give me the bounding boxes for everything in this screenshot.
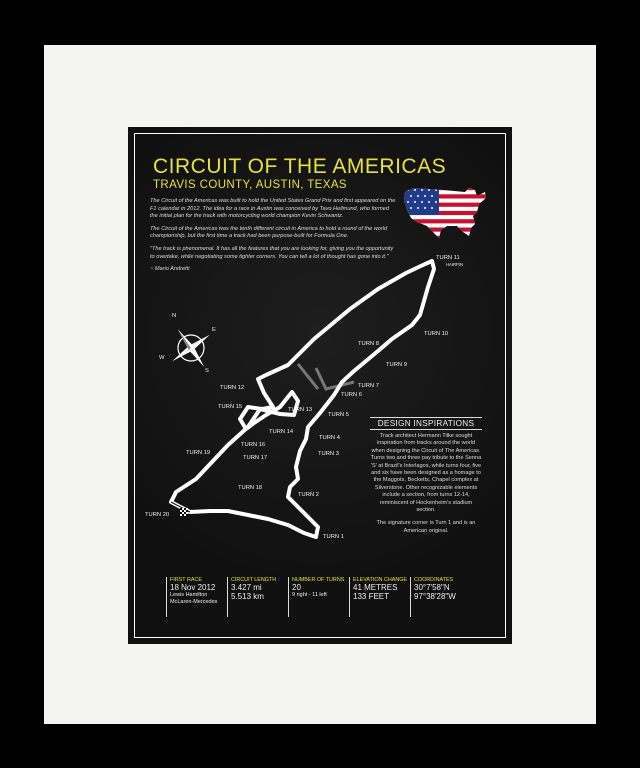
- compass-e-label: E: [212, 327, 216, 333]
- design-paragraph: The signature corner is Turn 1 and is an American original.: [376, 520, 476, 534]
- turn-label: TURN 2: [298, 492, 319, 498]
- stat-number-of-turns: [288, 577, 349, 617]
- stat-value: 5.513 km: [231, 592, 264, 601]
- compass-w-label: W: [159, 355, 165, 361]
- stat-detail: McLaren-Mercedes: [170, 599, 218, 605]
- turn-label: TURN 16: [241, 442, 266, 448]
- turn-label: TURN 18: [238, 485, 263, 491]
- turn-label: TURN 11: [436, 255, 460, 261]
- checkered-flag-icon: [180, 508, 188, 516]
- turn-label: TURN 9: [386, 362, 407, 368]
- stat-first-race: [166, 577, 227, 617]
- turn-label: TURN 15: [218, 404, 243, 410]
- stat-detail: Lewis Hamilton: [170, 592, 208, 598]
- stat-circuit-length: [227, 577, 288, 617]
- stat-value: 97°38'28"W: [414, 592, 456, 601]
- stat-elevation-change: [349, 577, 410, 617]
- intro-quote-author: ~ Mario Andretti: [150, 266, 190, 273]
- turn-label: TURN 7: [358, 383, 379, 389]
- turn-label: TURN 13: [288, 407, 313, 413]
- intro-paragraph: The Circuit of the Americas was the tenth different circuit in America to hold a round of the world championship, but the first time a track had been purpose-built for Formula One.: [150, 225, 388, 240]
- turn-label: TURN 14: [269, 429, 294, 435]
- stat-value: 18 Nov 2012: [170, 583, 216, 592]
- stat-detail: 9 right - 11 left: [292, 592, 327, 598]
- design-paragraph: Track architect Hermann Tilke sought inspiration from tracks around the world when designing the Circuit of The Americas. Turns two and three pay tribute to the Senna 'S' at Brazil's Interlagos, while turns four, five and six have been designed as a homage to the Maggots, Becketts, Chapel complex at Silverstone. Other recognizable elements include a section, from turns 12-14, reminiscent of Hockenheim's stadium section.: [370, 433, 482, 514]
- stat-value: 41 METRES: [353, 583, 398, 592]
- turn-label: TURN 4: [319, 435, 340, 441]
- design-inspirations-body: [370, 433, 482, 541]
- stat-heading: FIRST RACE: [170, 577, 202, 583]
- stat-coordinates: [410, 577, 474, 617]
- poster-title: CIRCUIT OF THE AMERICAS: [153, 155, 447, 178]
- stat-value: 20: [292, 583, 301, 592]
- turn-label: TURN 8: [358, 341, 379, 347]
- stat-heading: ELEVATION CHANGE: [353, 577, 408, 583]
- stat-heading: NUMBER OF TURNS: [292, 577, 345, 583]
- turn-label: TURN 10: [424, 331, 449, 337]
- turn-label: TURN 3: [318, 451, 339, 457]
- stat-value: 3.427 mi: [231, 583, 262, 592]
- compass-n-label: N: [172, 313, 177, 319]
- turn-label-sub: HAIRPIN: [446, 262, 463, 267]
- stat-heading: COORDINATES: [414, 577, 454, 583]
- turn-label: TURN 1: [323, 534, 344, 540]
- turn-label: TURN 19: [186, 450, 211, 456]
- turn-label: TURN 6: [341, 392, 362, 398]
- intro-quote: "The track is phenomenal. It has all the features that you are looking for, giving you the opportunity to overtake, while negotiating some tighter corners. You can tell a lot of thought has gone into it.": [150, 245, 394, 260]
- track-map: [128, 127, 512, 644]
- turn-label: TURN 20: [145, 512, 170, 518]
- compass-s-label: S: [205, 368, 209, 374]
- turn-label: TURN 12: [220, 385, 245, 391]
- stat-heading: CIRCUIT LENGTH: [231, 577, 277, 583]
- design-inspirations-title: DESIGN INSPIRATIONS: [370, 417, 482, 430]
- intro-paragraph: The Circuit of the Americas was built to hold the United States Grand Prix and first appeared on the F1 calendar in 2012. The idea for a race in Austin was conceived by Tavo Hellmund, who formed the initial plan for the track with motorcycling world champion Kevin Schwantz.: [150, 198, 396, 220]
- stat-value: 133 FEET: [353, 592, 390, 601]
- turn-label: TURN 17: [243, 455, 268, 461]
- poster-subtitle: TRAVIS COUNTY, AUSTIN, TEXAS: [153, 179, 347, 191]
- turn-label: TURN 5: [328, 412, 349, 418]
- stats-row: [166, 577, 474, 622]
- poster: [128, 127, 512, 644]
- stat-value: 30°7'58"N: [414, 583, 450, 592]
- track-inner-connector: [298, 364, 318, 389]
